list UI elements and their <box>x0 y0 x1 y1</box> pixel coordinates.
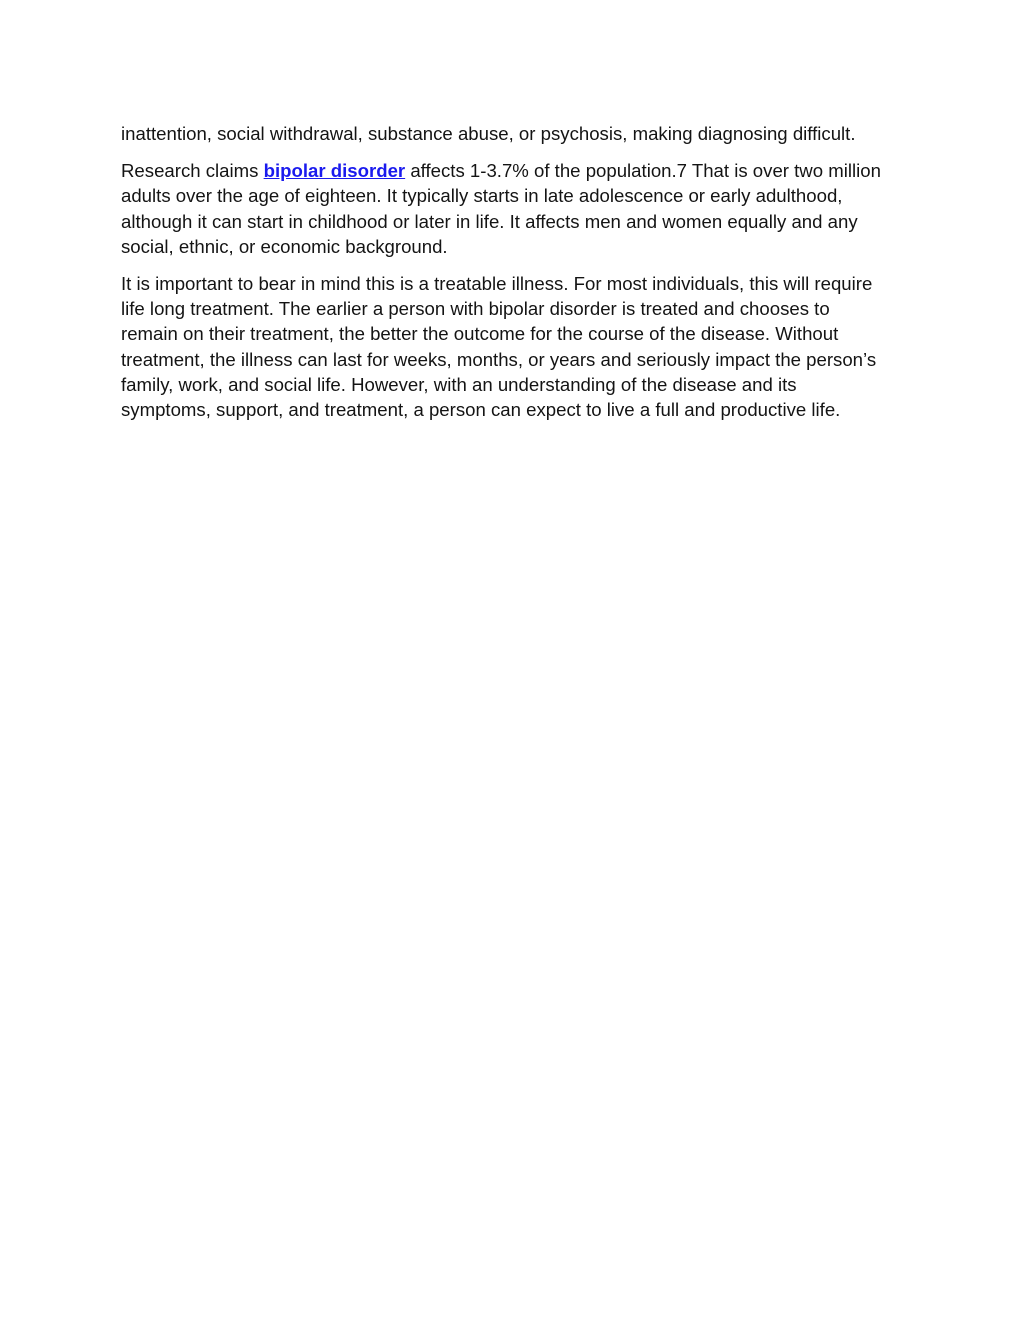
bipolar-disorder-link[interactable]: bipolar disorder <box>263 160 406 182</box>
paragraph-treatment: It is important to bear in mind this is a treatable illness. For most individuals, this will require life long treatment. The earlier a person with bipolar disorder is treated and chooses to remain on their treatment, the better the outcome for the course of the disease. Without treatment, the illness can last for weeks, months, or years and seriously impact the person’s family, work, and social life. However, with an understanding of the disease and its symptoms, support, and treatment, a person can expect to live a full and productive life. <box>121 273 877 421</box>
paragraph-symptoms-continued: inattention, social withdrawal, substance abuse, or psychosis, making diagnosing difficult. <box>121 123 856 144</box>
document-body <box>121 121 891 434</box>
paragraph-prevalence <box>121 158 891 259</box>
prevalence-text-start: Research claims <box>121 160 264 182</box>
prevalence-text-end: affects 1-3.7% of the population.7 That is over two million adults over the age of eighteen. It typically starts in late adolescence or early adulthood, although it can start in childhood or later in life. It affects men and women equally and any social, ethnic, or economic background. <box>121 160 881 257</box>
